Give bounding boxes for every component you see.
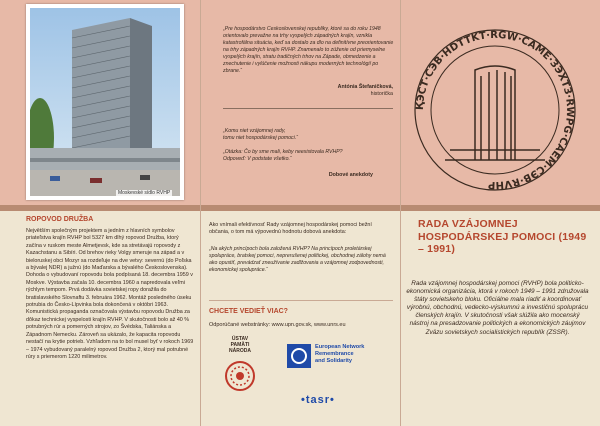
upn-line2: PAMÄTI [230,342,250,348]
middle-intro-text: Ako vnímali efektívnosť Rady vzájomnej hospodárskej pomoci bežní občania, o tom má výpovednú hodnotu dobová anekdota: [209,222,372,236]
principles-quote: „Na akých princípoch bola založená RVHP? Na princípoch proletárskej spolupráce, bratskej pomoci, neprerušenej politickej, obchodnej zálohy nemá ako opustiť, prevádzať zneužívanie zadlžovania a vzájomnej zodpovednosti, ekonomickej spolupráce.“ [209,246,386,273]
upn-emblem-icon [215,354,265,398]
building-image [30,8,180,196]
svg-text:ҚЭСТ·СЭВ·HDTTKT·RGW·CAME·ЗЭХТЗ [415,30,575,190]
photo-caption: Moskevské sídlo RVHP [118,190,171,196]
anecdote-author: Dobové anekdoty [328,172,373,178]
main-description: Rada vzájomnej hospodárskej pomoci (RVHP) bola politicko-ekonomická organizácia, ktorá v rokoch 1949 – 1991 združovala štáty sovietskeho bloku. Oficiálne mala riadiť a koordinovať výrobnú, obchodnú, vedecko-výskumnú a investičnú spoluprácu členských krajín. V skutočnosti však slúžila ako mocenský nástroj na presadzovanie politických a ekonomických záujmov Zväzu sovietskych socialistických republík (ZSSR). [406,280,589,336]
upn-line1: ÚSTAV [231,336,249,342]
comecon-stamp [405,20,585,200]
anecdote-quotes: „Komu niet vzájomnej rady, tomu niet hospodárskej pomoci.“ „Otázka: Čo by sme mali, keby neexistovala RVHP? Odpoveď: V podstate všetko.“ [223,128,343,162]
enrs-emblem-icon [287,344,311,368]
enrs-logo [287,340,383,380]
main-title: RADA VZÁJOMNEJ HOSPODÁRSKEJ POMOCI (1949 – 1991) [418,218,587,255]
upn-line3: NÁRODA [229,348,251,354]
quote-author: Antónia Štefaničková, [337,84,393,90]
section-title-more: CHCETE VEDIEŤ VIAC? [209,308,288,315]
historian-quote: „Pre hospodárstvo Československej republiky, ktoré sa do roku 1948 orientovalo prevažne na trhy vyspelých západných krajín, vznikla katastrofálna situácia, keď sa dostalo za dlo na definitívne preorientovanie na trhy západných krajín RVHP. Znamenalo to zúženie od priemyselne vyspelých krajín, stratu tradičných trhov na Západe, obmedzenie a znechutenie i vylúčenie možnosti nákupu moderných technológií po zbrane.“ [223,26,394,74]
quote-author-role: historička [370,91,393,97]
section-title-druzba: ROPOVOD DRUŽBA [26,216,94,223]
upn-logo [215,336,265,406]
comecon-building-photo [26,4,184,200]
enrs-line3: and Solidarity [315,358,352,364]
enrs-line2: Remembrance [315,351,354,357]
recommended-links[interactable]: Odporúčané webstránky: www.upn.gov.sk, www.unrs.eu [209,322,346,328]
stamp-building-icon [445,66,545,160]
enrs-line1: European Network [315,344,365,350]
left-panel [0,0,200,426]
divider [223,108,393,109]
tasr-logo: •tasr• [301,394,335,406]
stamp-ring-text: ҚЭСТ·СЭВ·HDTTKT·RGW·CAME·ЗЭХТЗ·RWPG·CAEM·СЭВ·RVHP [414,29,576,191]
middle-panel [200,0,400,426]
druzba-text: Největším společným projektem a jedním z hlavních symbolov priateľstva krajín RVHP bol 5327 km dlhý ropovod Družba, ktorý začína v ruskom meste Almetjevsk, kde sa stretávajú ropovody z Kazachstanu a Sibíri. Od brehov rieky Volgy smeruje na západ a v bieloruskej obci Mozyr sa rozdeľuje na dve vetvy: severnú (do Poľska a bývalej NDR) a južnú (do Maďarska a bývalého Československa). Dohoda o vybudovaní ropovodu bola podpísaná 18. decembra 1959 v Moskve. Výstavba začala 10. decembra 1960 a napredovala veľmi rýchlym tempom. Prvá dodávka sovietskej ropy doražila do bratislavského Slovnaftu 3. februára 1962. Montáž posledného úseku potrubia do Česko-Lípvinka bola dokončená v októbri 1963. Komunistická propaganda označovala výstavbu ropovodu Družba za dôkaz technickej vyspelosti krajín RVHP. V skutočnosti bolo až 40 % potrubných rúr a pomerných strojov, zo Švédska, Taliánska a Západnom Nemecku. Zároveň sa ukázalo, že kapacita ropovodu nestačí na krytie potrieb. Vzhľadom na to bol musel byť v rokoch 1969 – 1974 vybudovaný paralelný ropovod Družba 2, ktorý mal potrubné rúry s priemerom 1220 milimetrov. [26,228,194,360]
divider [209,300,393,301]
